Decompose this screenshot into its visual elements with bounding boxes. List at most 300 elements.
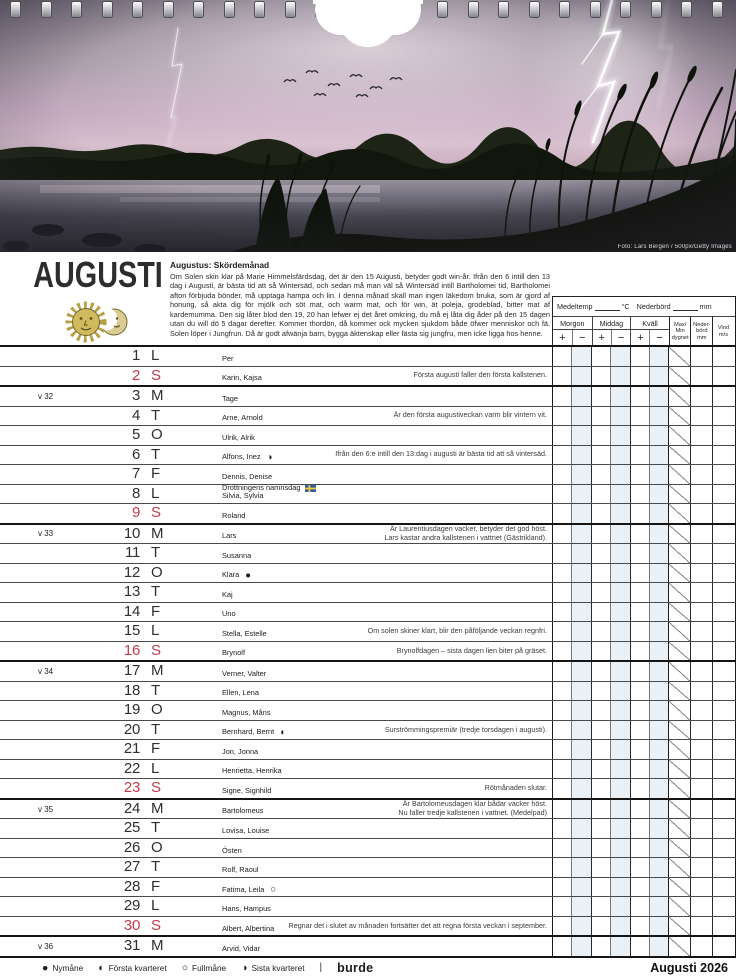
cell-middag-minus bbox=[610, 937, 629, 956]
week-number bbox=[0, 465, 88, 484]
day-note: Är Laurentiusdagen vacker, betyder det god höst. Lars kastar andra kallstenen i vattnet (Gästrikland). bbox=[384, 524, 547, 542]
cell-kvall-plus bbox=[630, 564, 649, 583]
cell-morgon-minus bbox=[571, 347, 590, 366]
day-row bbox=[0, 700, 736, 720]
cell-maxmin bbox=[668, 682, 690, 701]
medeltemp-unit: °C bbox=[621, 302, 630, 311]
cell-middag-minus bbox=[610, 800, 629, 819]
cell-morgon-minus bbox=[571, 387, 590, 406]
cell-maxmin bbox=[668, 387, 690, 406]
cell-kvall-plus bbox=[630, 407, 649, 426]
day-number: 17 bbox=[123, 662, 140, 680]
weather-cells bbox=[552, 525, 736, 544]
cell-morgon-plus bbox=[552, 407, 571, 426]
month-intro bbox=[170, 260, 550, 338]
column-maxmin: Max/ Min dygnet bbox=[669, 317, 691, 346]
cell-kvall-minus bbox=[649, 839, 668, 858]
legend-forsta-kvarteret: ◐ Första kvarteret bbox=[98, 961, 167, 974]
cell-maxmin bbox=[668, 525, 690, 544]
name-day: Arne, Arnold bbox=[222, 413, 263, 423]
cell-kvall-plus bbox=[630, 622, 649, 641]
new-moon-icon: ● bbox=[42, 961, 49, 974]
cell-vind bbox=[712, 819, 734, 838]
cell-vind bbox=[712, 347, 734, 366]
day-note: Ifrån den 6:e intill den 13:dag i augusti är bästa tid att så vintersäd. bbox=[335, 449, 547, 459]
cell-kvall-minus bbox=[649, 937, 668, 956]
intro-body: Om Solen skin klar på Marie Himmelsfärdsdag, det är den 15 Augusti, betyder godt win-år. Ifrån den 6 intill den 13 dag i Augusti, är bästa tid att så Wintersäd, och sedan må man väl så Wintersäd intill Bartholomei tid, Bartholomei afton förbjuda bönder, må upptaga hampa och lin. I denna månad skall man ingen läkedom bruka, som är gjord af honung, så akta dig för mjölk och söt mat, och warm mat, och för win, ät poleja, grodeblad, bitter mat af kardemumma. Den sig låter blod den 19, 20 han lefwer ej det året omkring, du må ej låta dig åder på den 15 dagen utan du will dö 5 dagar derefter. Kommer thordön, då kommer ock mycken sjukdom både öfwer menniskor och fä. Solen löper i Jungfrun. Då är godt afwänja barn, bygga äktenskap eller fästa sig jungfru, men icke ligga hos henne. bbox=[170, 271, 550, 338]
cell-morgon-plus bbox=[552, 485, 571, 504]
cell-morgon-plus bbox=[552, 347, 571, 366]
cell-morgon-plus bbox=[552, 387, 571, 406]
day-note bbox=[234, 347, 552, 366]
name-day: Klara ● bbox=[222, 569, 252, 581]
weather-cells bbox=[552, 682, 736, 701]
day-letter: S bbox=[151, 366, 162, 384]
cell-maxmin bbox=[668, 407, 690, 426]
cell-morgon-minus bbox=[571, 426, 590, 445]
week-number: v 33 bbox=[38, 529, 54, 539]
cell-morgon-minus bbox=[571, 622, 590, 641]
cell-middag-minus bbox=[610, 603, 629, 622]
month-header bbox=[18, 254, 170, 351]
cell-maxmin bbox=[668, 347, 690, 366]
cell-vind bbox=[712, 544, 734, 563]
day-letter: S bbox=[151, 504, 162, 522]
column-group-kvall: Kväll + − bbox=[630, 317, 669, 346]
day-note bbox=[258, 740, 552, 759]
cell-kvall-plus bbox=[630, 347, 649, 366]
week-number bbox=[0, 485, 88, 504]
cell-nederbord bbox=[690, 642, 712, 661]
cell-middag-minus bbox=[610, 917, 629, 936]
cell-morgon-plus bbox=[552, 622, 571, 641]
weather-cells bbox=[552, 564, 736, 583]
cell-morgon-plus bbox=[552, 446, 571, 465]
day-row bbox=[0, 681, 736, 701]
week-number bbox=[0, 858, 88, 877]
cell-vind bbox=[712, 721, 734, 740]
cell-kvall-minus bbox=[649, 446, 668, 465]
name-day: Östen bbox=[222, 845, 242, 855]
footer-month-year: Augusti 2026 bbox=[650, 960, 728, 975]
day-note bbox=[233, 583, 552, 602]
cell-kvall-plus bbox=[630, 504, 649, 523]
name-day: Signe, Signhild bbox=[222, 785, 272, 795]
name-day: Karin, Kajsa bbox=[222, 373, 262, 383]
day-note: Är den första augustiveckan varm blir vintern vit. bbox=[393, 410, 547, 420]
weather-cells bbox=[552, 662, 736, 681]
cell-morgon-minus bbox=[571, 583, 590, 602]
day-number: 22 bbox=[123, 759, 140, 777]
cell-middag-minus bbox=[610, 387, 629, 406]
day-letter: F bbox=[151, 740, 161, 758]
cell-nederbord bbox=[690, 583, 712, 602]
cell-middag-minus bbox=[610, 878, 629, 897]
cell-morgon-plus bbox=[552, 897, 571, 916]
cell-maxmin bbox=[668, 917, 690, 936]
cell-middag-plus bbox=[591, 544, 610, 563]
cell-morgon-minus bbox=[571, 465, 590, 484]
day-row bbox=[0, 366, 736, 386]
cell-middag-plus bbox=[591, 642, 610, 661]
cell-nederbord bbox=[690, 387, 712, 406]
name-day: Bartolomeus bbox=[222, 806, 264, 816]
cell-nederbord bbox=[690, 446, 712, 465]
cell-morgon-minus bbox=[571, 407, 590, 426]
day-number: 3 bbox=[131, 387, 140, 405]
cell-morgon-minus bbox=[571, 485, 590, 504]
cell-kvall-minus bbox=[649, 426, 668, 445]
cell-vind bbox=[712, 642, 734, 661]
cell-kvall-plus bbox=[630, 682, 649, 701]
spiral-wire-loop bbox=[163, 1, 174, 18]
cell-morgon-plus bbox=[552, 544, 571, 563]
column-nederbord: Neder- börd mm bbox=[690, 317, 712, 346]
cell-morgon-plus bbox=[552, 878, 571, 897]
day-number: 24 bbox=[123, 799, 140, 817]
day-note bbox=[260, 937, 552, 956]
name-day: Ellen, Lena bbox=[222, 688, 259, 698]
day-number: 9 bbox=[131, 504, 140, 522]
cell-morgon-plus bbox=[552, 917, 571, 936]
column-group-middag: Middag + − bbox=[592, 317, 631, 346]
day-number: 31 bbox=[123, 937, 140, 955]
cell-kvall-plus bbox=[630, 779, 649, 798]
day-note bbox=[242, 839, 552, 858]
spiral-wire-loop bbox=[285, 1, 296, 18]
cell-kvall-plus bbox=[630, 603, 649, 622]
day-number: 21 bbox=[123, 740, 140, 758]
legend-fullmane: ○ Fullmåne bbox=[181, 961, 227, 974]
column-vind: Vind m/s bbox=[712, 317, 734, 346]
weather-cells bbox=[552, 839, 736, 858]
cell-vind bbox=[712, 426, 734, 445]
cell-kvall-plus bbox=[630, 426, 649, 445]
week-number bbox=[0, 701, 88, 720]
cell-maxmin bbox=[668, 779, 690, 798]
cell-middag-minus bbox=[610, 662, 629, 681]
cell-nederbord bbox=[690, 740, 712, 759]
weather-cells bbox=[552, 446, 736, 465]
cell-morgon-plus bbox=[552, 721, 571, 740]
cell-morgon-minus bbox=[571, 839, 590, 858]
cell-morgon-minus bbox=[571, 897, 590, 916]
cell-maxmin bbox=[668, 800, 690, 819]
cell-maxmin bbox=[668, 819, 690, 838]
cell-kvall-minus bbox=[649, 740, 668, 759]
cell-maxmin bbox=[668, 760, 690, 779]
week-number bbox=[0, 917, 88, 936]
day-note bbox=[236, 603, 552, 622]
cell-vind bbox=[712, 407, 734, 426]
cell-morgon-plus bbox=[552, 819, 571, 838]
day-number: 28 bbox=[123, 877, 140, 895]
name-day: Roland bbox=[222, 510, 246, 520]
cell-kvall-minus bbox=[649, 701, 668, 720]
spiral-wire-loop bbox=[468, 1, 479, 18]
cell-kvall-minus bbox=[649, 760, 668, 779]
cell-kvall-plus bbox=[630, 367, 649, 386]
cell-morgon-plus bbox=[552, 839, 571, 858]
cell-vind bbox=[712, 446, 734, 465]
cell-kvall-minus bbox=[649, 465, 668, 484]
weather-cells bbox=[552, 721, 736, 740]
cell-vind bbox=[712, 701, 734, 720]
cell-maxmin bbox=[668, 603, 690, 622]
cell-middag-plus bbox=[591, 917, 610, 936]
weather-cells bbox=[552, 800, 736, 819]
cell-middag-plus bbox=[591, 564, 610, 583]
cell-middag-minus bbox=[610, 583, 629, 602]
day-letter: T bbox=[151, 720, 161, 738]
cell-middag-minus bbox=[610, 622, 629, 641]
cell-middag-plus bbox=[591, 583, 610, 602]
day-note bbox=[238, 387, 552, 406]
cell-kvall-plus bbox=[630, 760, 649, 779]
name-day: Lovisa, Louise bbox=[222, 825, 270, 835]
cell-maxmin bbox=[668, 465, 690, 484]
spiral-wire-loop bbox=[681, 1, 692, 18]
week-number bbox=[0, 407, 88, 426]
weather-cells bbox=[552, 740, 736, 759]
day-note: Rötmånaden slutar. bbox=[484, 783, 547, 793]
spiral-wire-loop bbox=[132, 1, 143, 18]
weather-cells bbox=[552, 760, 736, 779]
legend-separator: | bbox=[319, 962, 323, 973]
cell-morgon-plus bbox=[552, 800, 571, 819]
cell-morgon-plus bbox=[552, 740, 571, 759]
weather-cells bbox=[552, 347, 736, 366]
day-letter: T bbox=[151, 406, 161, 424]
cell-morgon-minus bbox=[571, 367, 590, 386]
weather-cells bbox=[552, 603, 736, 622]
cell-middag-plus bbox=[591, 465, 610, 484]
cell-morgon-minus bbox=[571, 779, 590, 798]
day-letter: S bbox=[151, 916, 162, 934]
day-row bbox=[0, 896, 736, 916]
day-letter: T bbox=[151, 681, 161, 699]
cell-kvall-minus bbox=[649, 564, 668, 583]
cell-nederbord bbox=[690, 701, 712, 720]
cell-vind bbox=[712, 878, 734, 897]
cell-nederbord bbox=[690, 525, 712, 544]
cell-kvall-minus bbox=[649, 622, 668, 641]
cell-kvall-plus bbox=[630, 721, 649, 740]
cell-middag-plus bbox=[591, 682, 610, 701]
spiral-wire-loop bbox=[529, 1, 540, 18]
weather-cells bbox=[552, 583, 736, 602]
week-number bbox=[0, 622, 88, 641]
name-day: Magnus, Måns bbox=[222, 707, 271, 717]
day-note: Surströmmingspremiär (tredje torsdagen i augusti). bbox=[384, 724, 547, 734]
day-number: 4 bbox=[131, 406, 140, 424]
day-letter: L bbox=[151, 759, 160, 777]
cell-morgon-minus bbox=[571, 682, 590, 701]
weather-cells bbox=[552, 779, 736, 798]
cell-vind bbox=[712, 760, 734, 779]
spiral-wire-loop bbox=[10, 1, 21, 18]
sun-moon-icon bbox=[18, 298, 170, 351]
cell-vind bbox=[712, 897, 734, 916]
cell-maxmin bbox=[668, 878, 690, 897]
weather-cells bbox=[552, 544, 736, 563]
cell-kvall-minus bbox=[649, 407, 668, 426]
cell-kvall-plus bbox=[630, 701, 649, 720]
cell-maxmin bbox=[668, 839, 690, 858]
day-row bbox=[0, 543, 736, 563]
cell-kvall-minus bbox=[649, 642, 668, 661]
cell-kvall-minus bbox=[649, 525, 668, 544]
cell-kvall-plus bbox=[630, 858, 649, 877]
cell-maxmin bbox=[668, 897, 690, 916]
spiral-wire-loop bbox=[712, 1, 723, 18]
weather-cells bbox=[552, 858, 736, 877]
publisher-logo: burde bbox=[337, 960, 374, 975]
name-day: Jon, Jonna bbox=[222, 746, 259, 756]
day-number: 19 bbox=[123, 701, 140, 719]
cell-middag-plus bbox=[591, 701, 610, 720]
cell-kvall-plus bbox=[630, 740, 649, 759]
cell-maxmin bbox=[668, 642, 690, 661]
day-note bbox=[316, 485, 552, 504]
cell-nederbord bbox=[690, 839, 712, 858]
cell-middag-plus bbox=[591, 878, 610, 897]
moon-phase-icon: ◐ bbox=[280, 727, 286, 739]
day-number: 27 bbox=[123, 858, 140, 876]
day-note: Första augusti faller den första kallstenen. bbox=[413, 370, 547, 380]
day-letter: O bbox=[151, 563, 163, 581]
day-note bbox=[269, 819, 552, 838]
day-note bbox=[251, 564, 552, 583]
hanger-cutout bbox=[313, 0, 423, 50]
week-number bbox=[0, 682, 88, 701]
weather-cells bbox=[552, 367, 736, 386]
day-letter: F bbox=[151, 602, 161, 620]
week-number bbox=[0, 564, 88, 583]
photo-credit: Foto: Lars Bergen / 500px/Getty Images bbox=[617, 244, 732, 250]
cell-nederbord bbox=[690, 858, 712, 877]
cell-maxmin bbox=[668, 446, 690, 465]
day-number: 13 bbox=[123, 583, 140, 601]
day-row bbox=[0, 445, 736, 465]
first-quarter-moon-icon: ◐ bbox=[98, 961, 105, 974]
minus-sign: − bbox=[572, 330, 592, 346]
cell-middag-minus bbox=[610, 465, 629, 484]
cell-kvall-plus bbox=[630, 662, 649, 681]
cell-nederbord bbox=[690, 426, 712, 445]
day-number: 1 bbox=[131, 347, 140, 365]
day-number: 12 bbox=[123, 563, 140, 581]
cell-middag-minus bbox=[610, 760, 629, 779]
day-number: 30 bbox=[123, 916, 140, 934]
cell-nederbord bbox=[690, 897, 712, 916]
cell-kvall-minus bbox=[649, 800, 668, 819]
day-row bbox=[0, 602, 736, 622]
cell-nederbord bbox=[690, 465, 712, 484]
day-note bbox=[259, 858, 552, 877]
cell-nederbord bbox=[690, 564, 712, 583]
name-day: Alfons, Inez ◑ bbox=[222, 451, 273, 463]
weather-cells bbox=[552, 897, 736, 916]
cell-nederbord bbox=[690, 603, 712, 622]
cell-morgon-plus bbox=[552, 525, 571, 544]
cell-middag-plus bbox=[591, 622, 610, 641]
cell-morgon-plus bbox=[552, 701, 571, 720]
cell-kvall-minus bbox=[649, 544, 668, 563]
cell-middag-plus bbox=[591, 485, 610, 504]
cell-maxmin bbox=[668, 367, 690, 386]
day-number: 29 bbox=[123, 897, 140, 915]
cell-middag-minus bbox=[610, 701, 629, 720]
day-note bbox=[266, 662, 552, 681]
footer bbox=[0, 958, 736, 977]
day-number: 16 bbox=[123, 641, 140, 659]
plus-sign: + bbox=[598, 332, 605, 344]
day-row bbox=[0, 523, 736, 544]
cell-morgon-minus bbox=[571, 504, 590, 523]
weather-cells bbox=[552, 819, 736, 838]
day-row bbox=[0, 660, 736, 681]
minus-sign: − bbox=[649, 330, 668, 346]
cell-middag-minus bbox=[610, 897, 629, 916]
cell-nederbord bbox=[690, 622, 712, 641]
day-row bbox=[0, 582, 736, 602]
week-number bbox=[0, 544, 88, 563]
name-day: Per bbox=[222, 353, 234, 363]
cell-morgon-minus bbox=[571, 642, 590, 661]
spiral-wire-loop bbox=[102, 1, 113, 18]
day-note bbox=[259, 682, 552, 701]
cell-middag-plus bbox=[591, 721, 610, 740]
day-row bbox=[0, 838, 736, 858]
cell-vind bbox=[712, 662, 734, 681]
name-day: Rolf, Raoul bbox=[222, 865, 259, 875]
spiral-wire-loop bbox=[71, 1, 82, 18]
cell-maxmin bbox=[668, 858, 690, 877]
day-note bbox=[251, 544, 552, 563]
cell-vind bbox=[712, 779, 734, 798]
cell-morgon-minus bbox=[571, 858, 590, 877]
cell-morgon-minus bbox=[571, 800, 590, 819]
month-title: AUGUSTI bbox=[33, 254, 163, 295]
nederbord-unit: mm bbox=[699, 302, 712, 311]
week-number bbox=[0, 347, 88, 366]
day-number: 10 bbox=[123, 524, 140, 542]
cell-morgon-plus bbox=[552, 426, 571, 445]
cell-kvall-plus bbox=[630, 819, 649, 838]
day-number: 6 bbox=[131, 445, 140, 463]
cell-kvall-minus bbox=[649, 367, 668, 386]
cell-morgon-plus bbox=[552, 642, 571, 661]
cell-morgon-plus bbox=[552, 937, 571, 956]
cell-middag-plus bbox=[591, 504, 610, 523]
day-letter: L bbox=[151, 622, 160, 640]
name-day: Tage bbox=[222, 393, 239, 403]
cell-maxmin bbox=[668, 504, 690, 523]
cell-middag-plus bbox=[591, 662, 610, 681]
cell-kvall-minus bbox=[649, 819, 668, 838]
cell-middag-plus bbox=[591, 446, 610, 465]
cell-middag-plus bbox=[591, 407, 610, 426]
week-number bbox=[0, 760, 88, 779]
cell-kvall-minus bbox=[649, 917, 668, 936]
name-day: Brynolf bbox=[222, 648, 246, 658]
spiral-wire-loop bbox=[193, 1, 204, 18]
cell-morgon-plus bbox=[552, 858, 571, 877]
cell-kvall-plus bbox=[630, 387, 649, 406]
week-number bbox=[0, 721, 88, 740]
day-letter: M bbox=[151, 662, 164, 680]
